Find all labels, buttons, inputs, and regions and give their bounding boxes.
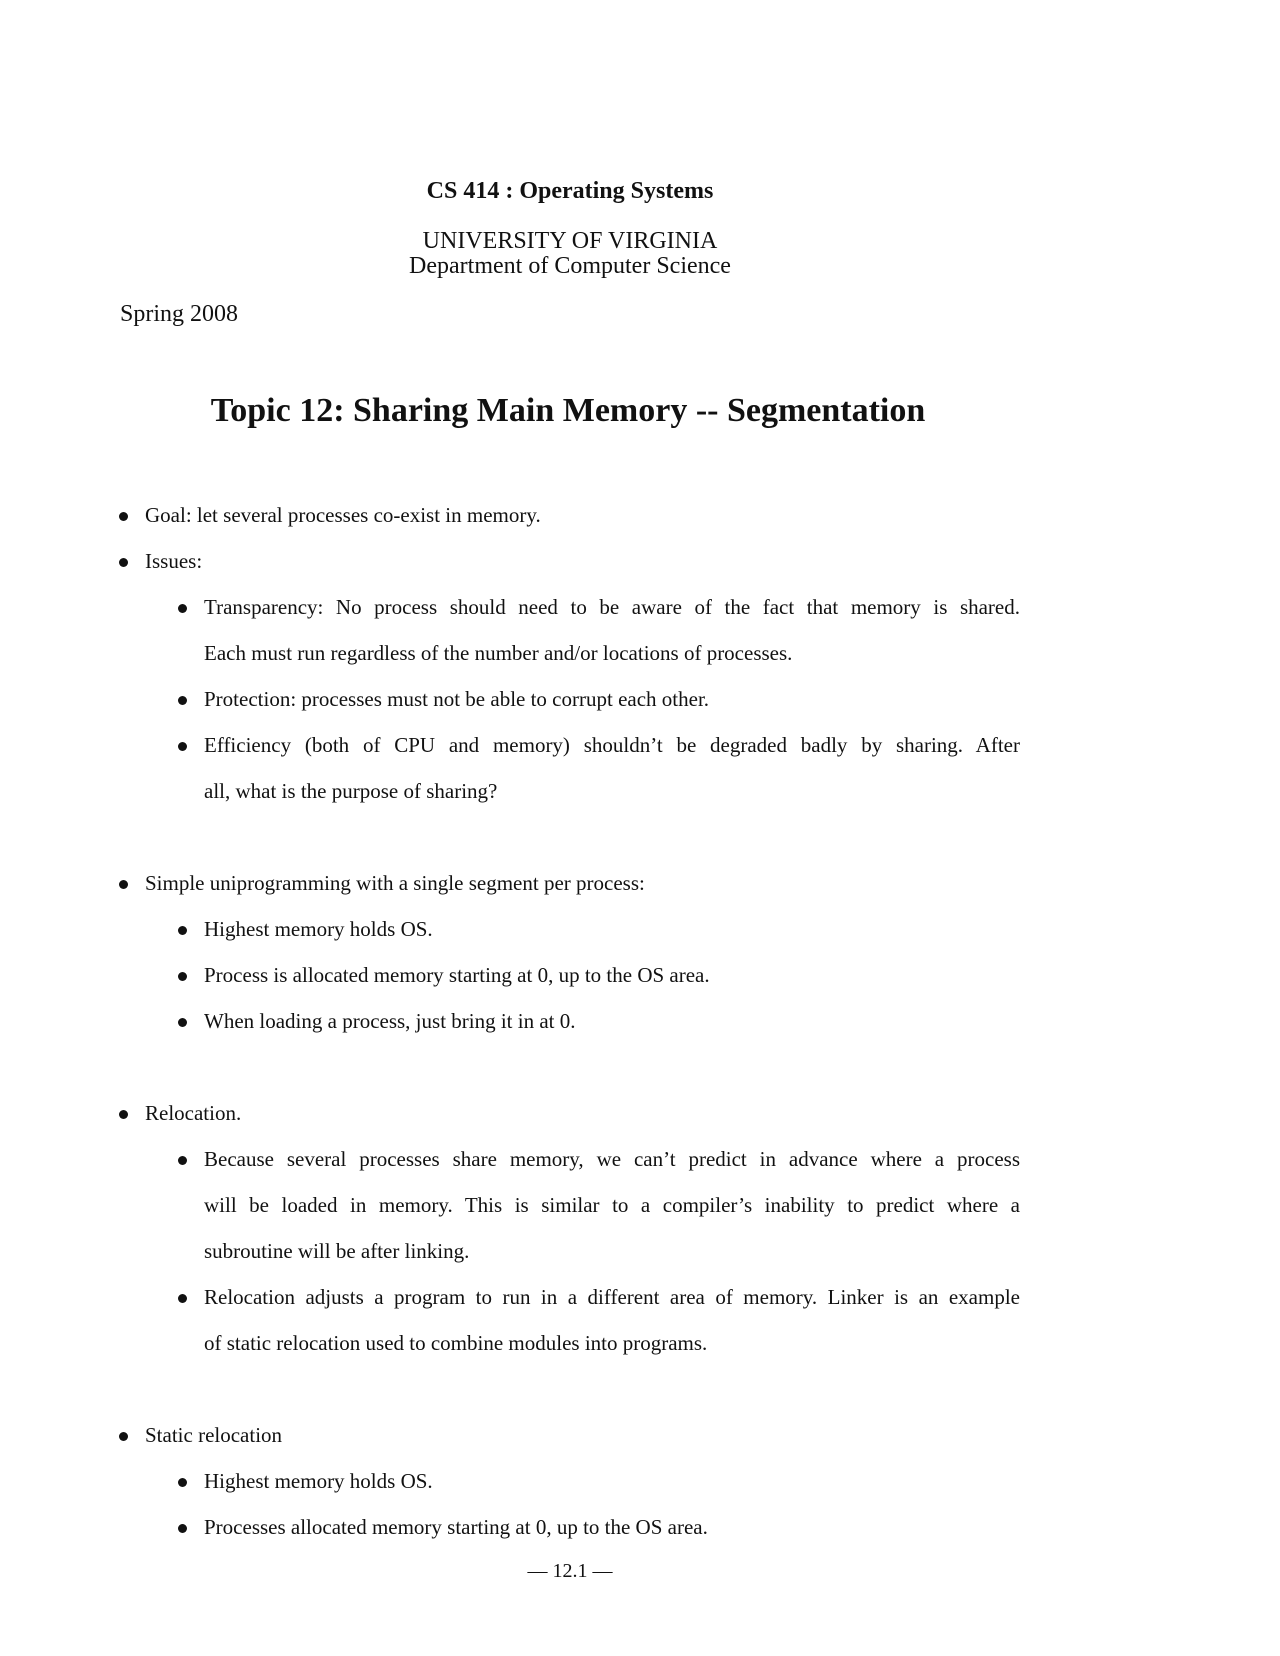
page-number: — 12.1 — <box>527 1560 613 1582</box>
semester: Spring 2008 <box>120 301 239 327</box>
uniprogramming-label: Simple uniprogramming with a single segment per process: <box>145 871 645 895</box>
bullet-icon <box>178 972 187 981</box>
bullet-icon <box>178 1294 187 1303</box>
topic-title: Topic 12: Sharing Main Memory -- Segmentation <box>210 392 926 429</box>
protection-item: Protection: processes must not be able to corrupt each other. <box>204 687 710 711</box>
bullet-icon <box>178 1156 187 1165</box>
uniprogramming-item: Process is allocated memory starting at 0, up to the OS area. <box>204 963 710 987</box>
bullet-icon <box>178 696 187 705</box>
relocation-item1-line1: Because several processes share memory, we can’t predict in advance where a process <box>204 1147 1020 1171</box>
bullet-icon <box>178 1018 187 1027</box>
relocation-label: Relocation. <box>145 1101 242 1125</box>
bullet-icon <box>119 1110 128 1119</box>
static-relocation-item: Highest memory holds OS. <box>204 1469 433 1493</box>
university-name: UNIVERSITY OF VIRGINIA <box>422 228 718 254</box>
relocation-item1-line3: subroutine will be after linking. <box>204 1239 470 1263</box>
transparency-item-line2: Each must run regardless of the number and/or locations of processes. <box>204 641 793 665</box>
issues-label: Issues: <box>145 549 203 573</box>
static-relocation-label: Static relocation <box>145 1423 283 1447</box>
bullet-icon <box>119 558 128 567</box>
bullet-icon <box>119 880 128 889</box>
bullet-icon <box>178 604 187 613</box>
efficiency-item-line2: all, what is the purpose of sharing? <box>204 779 498 803</box>
bullet-icon <box>178 926 187 935</box>
bullet-icon <box>178 1478 187 1487</box>
efficiency-item-line1: Efficiency (both of CPU and memory) shouldn’t be degraded badly by sharing. After <box>204 733 1020 757</box>
bullet-icon <box>178 1524 187 1533</box>
bullet-icon <box>119 512 128 521</box>
relocation-item2-line1: Relocation adjusts a program to run in a different area of memory. Linker is an example <box>204 1285 1020 1309</box>
department-name: Department of Computer Science <box>409 253 731 279</box>
static-relocation-item: Processes allocated memory starting at 0, up to the OS area. <box>204 1515 708 1539</box>
relocation-item2-line2: of static relocation used to combine modules into programs. <box>204 1331 708 1355</box>
uniprogramming-item: When loading a process, just bring it in at 0. <box>204 1009 576 1033</box>
bullet-icon <box>119 1432 128 1441</box>
relocation-item1-line2: will be loaded in memory. This is similar to a compiler’s inability to predict where a <box>204 1193 1020 1217</box>
goal-item: Goal: let several processes co-exist in memory. <box>145 503 541 527</box>
bullet-icon <box>178 742 187 751</box>
course-title: CS 414 : Operating Systems <box>426 178 714 204</box>
transparency-item-line1: Transparency: No process should need to be aware of the fact that memory is shared. <box>204 595 1020 619</box>
uniprogramming-item: Highest memory holds OS. <box>204 917 433 941</box>
